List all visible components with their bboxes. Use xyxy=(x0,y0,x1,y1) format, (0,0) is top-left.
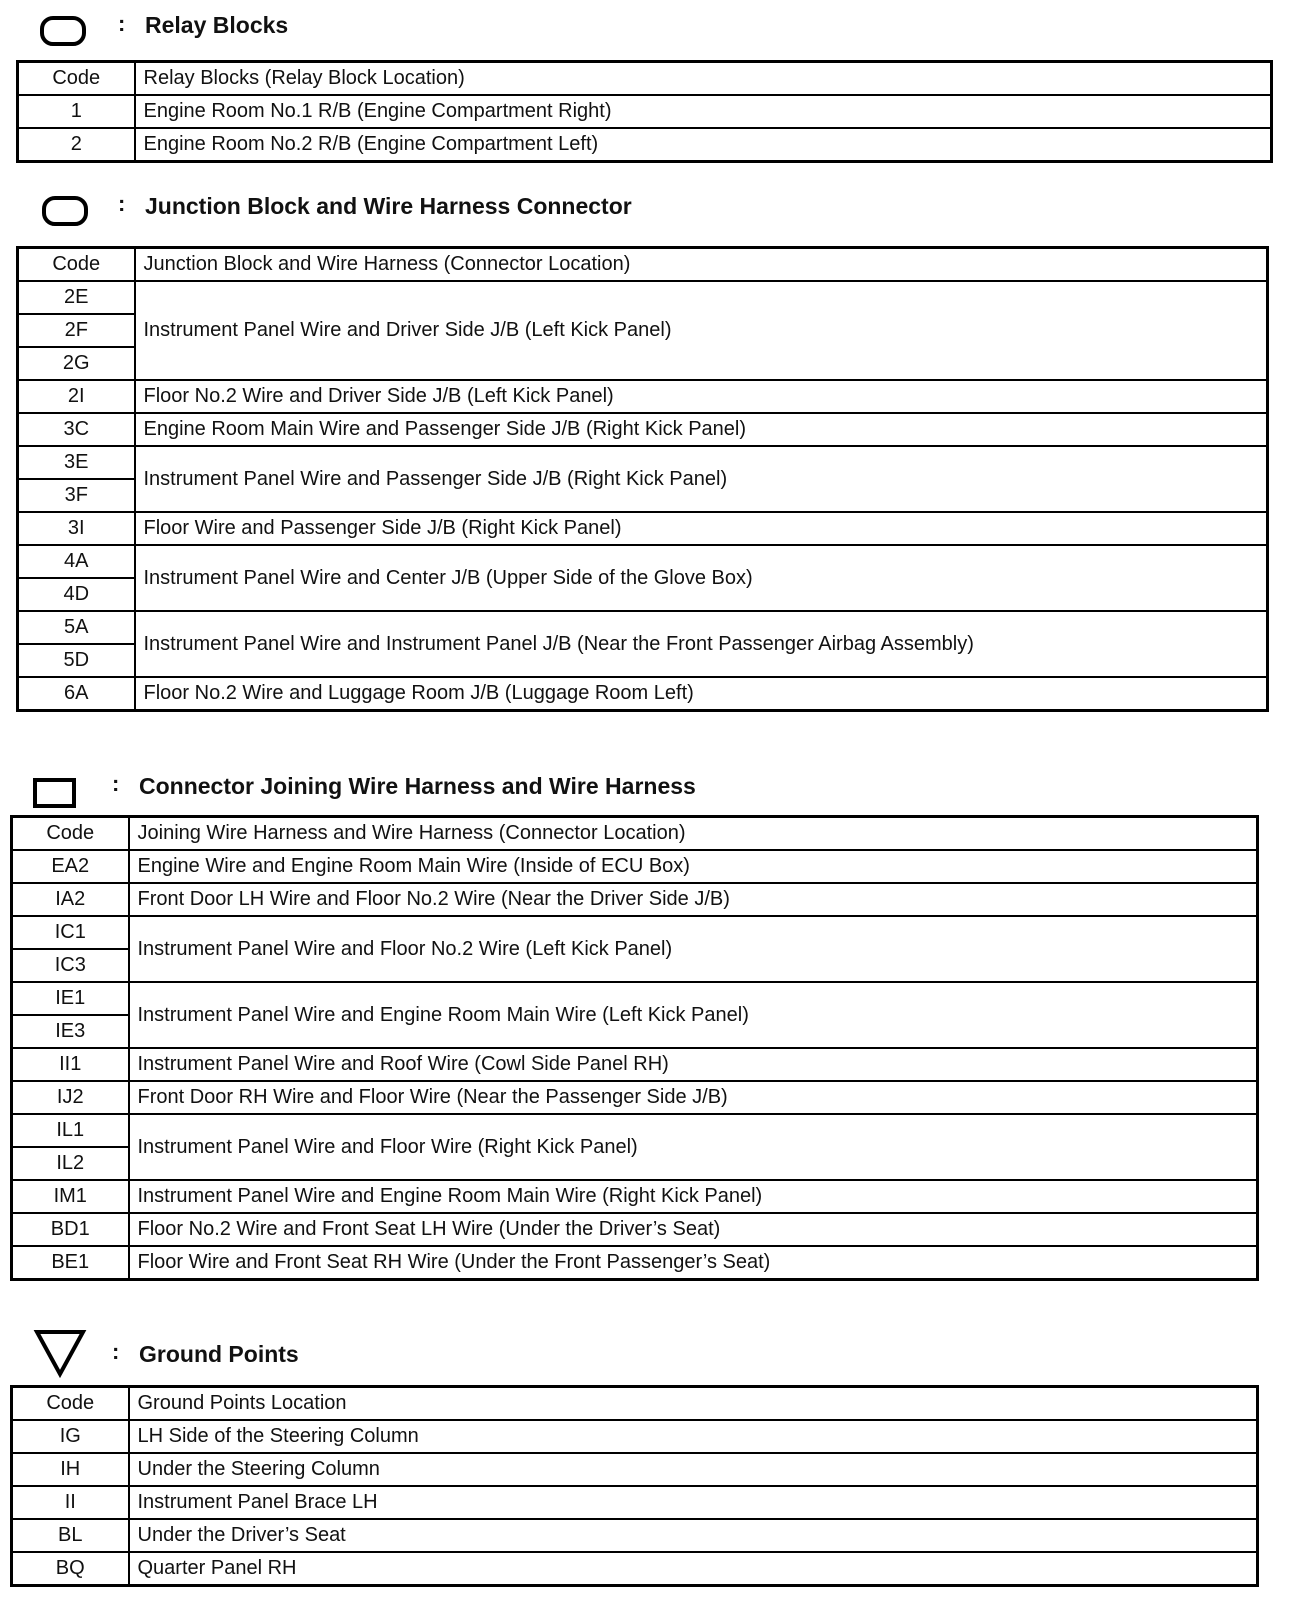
header-code: Code xyxy=(18,62,135,96)
heading-colon: : xyxy=(118,191,126,216)
section-title: Junction Block and Wire Harness Connector xyxy=(145,193,632,219)
code-cell: 2G xyxy=(18,347,135,380)
code-cell: IH xyxy=(12,1453,129,1486)
code-cell: IA2 xyxy=(12,883,129,916)
description-cell: Quarter Panel RH xyxy=(129,1552,1258,1586)
header-description: Ground Points Location xyxy=(129,1387,1258,1421)
description-cell: Instrument Panel Brace LH xyxy=(129,1486,1258,1519)
description-cell: Under the Steering Column xyxy=(129,1453,1258,1486)
description-cell: Instrument Panel Wire and Driver Side J/B (Left Kick Panel) xyxy=(135,281,1268,380)
code-cell: 2 xyxy=(18,128,135,162)
table-header-row xyxy=(18,62,1272,96)
code-cell: IE1 xyxy=(12,982,129,1015)
connector-table xyxy=(10,815,1259,1281)
description-cell: Engine Room No.2 R/B (Engine Compartment Left) xyxy=(135,128,1272,162)
code-cell: 2F xyxy=(18,314,135,347)
rectangle-icon xyxy=(33,778,76,808)
header-description: Relay Blocks (Relay Block Location) xyxy=(135,62,1272,96)
description-cell: Under the Driver’s Seat xyxy=(129,1519,1258,1552)
description-cell: Floor Wire and Front Seat RH Wire (Under the Front Passenger’s Seat) xyxy=(129,1246,1258,1280)
description-cell: Instrument Panel Wire and Passenger Side J/B (Right Kick Panel) xyxy=(135,446,1268,512)
code-cell: 5A xyxy=(18,611,135,644)
description-cell: Instrument Panel Wire and Engine Room Main Wire (Right Kick Panel) xyxy=(129,1180,1258,1213)
down-triangle-icon xyxy=(33,1328,87,1378)
code-cell: IM1 xyxy=(12,1180,129,1213)
table-row xyxy=(12,1081,1258,1114)
code-cell: 1 xyxy=(18,95,135,128)
table-row xyxy=(18,677,1268,711)
code-cell: EA2 xyxy=(12,850,129,883)
table-row xyxy=(12,1246,1258,1280)
code-cell: 3F xyxy=(18,479,135,512)
header-description: Junction Block and Wire Harness (Connector Location) xyxy=(135,248,1268,282)
table-row xyxy=(18,128,1272,162)
code-cell: BE1 xyxy=(12,1246,129,1280)
code-cell: IG xyxy=(12,1420,129,1453)
description-cell: Instrument Panel Wire and Floor Wire (Right Kick Panel) xyxy=(129,1114,1258,1180)
table-row xyxy=(18,380,1268,413)
table-row xyxy=(18,611,1268,644)
table-row xyxy=(12,850,1258,883)
code-cell: BD1 xyxy=(12,1213,129,1246)
description-cell: Engine Wire and Engine Room Main Wire (Inside of ECU Box) xyxy=(129,850,1258,883)
description-cell: Floor Wire and Passenger Side J/B (Right Kick Panel) xyxy=(135,512,1268,545)
junction-block-table xyxy=(16,246,1269,712)
header-code: Code xyxy=(18,248,135,282)
rounded-rectangle-icon xyxy=(42,196,88,226)
table-header-row xyxy=(18,248,1268,282)
table-row xyxy=(12,982,1258,1015)
code-cell: 2E xyxy=(18,281,135,314)
code-cell: BQ xyxy=(12,1552,129,1586)
code-cell: 5D xyxy=(18,644,135,677)
table-row xyxy=(12,1420,1258,1453)
section-title: Connector Joining Wire Harness and Wire Harness xyxy=(139,773,696,799)
table-row xyxy=(18,512,1268,545)
header-code: Code xyxy=(12,817,129,851)
description-cell: Front Door RH Wire and Floor Wire (Near the Passenger Side J/B) xyxy=(129,1081,1258,1114)
table-row xyxy=(12,1486,1258,1519)
connector-heading xyxy=(0,770,800,810)
description-cell: Floor No.2 Wire and Luggage Room J/B (Luggage Room Left) xyxy=(135,677,1268,711)
section-title: Ground Points xyxy=(139,1341,299,1367)
code-cell: IL2 xyxy=(12,1147,129,1180)
relay-blocks-table xyxy=(16,60,1273,163)
code-cell: 3I xyxy=(18,512,135,545)
ground-points-heading xyxy=(0,1328,700,1368)
description-cell: Engine Room No.1 R/B (Engine Compartment Right) xyxy=(135,95,1272,128)
table-row xyxy=(12,1114,1258,1147)
header-description: Joining Wire Harness and Wire Harness (Connector Location) xyxy=(129,817,1258,851)
table-row xyxy=(12,916,1258,949)
header-code: Code xyxy=(12,1387,129,1421)
table-row xyxy=(12,1519,1258,1552)
code-cell: II xyxy=(12,1486,129,1519)
description-cell: LH Side of the Steering Column xyxy=(129,1420,1258,1453)
description-cell: Instrument Panel Wire and Floor No.2 Wire (Left Kick Panel) xyxy=(129,916,1258,982)
code-cell: IJ2 xyxy=(12,1081,129,1114)
code-cell: BL xyxy=(12,1519,129,1552)
code-cell: 3C xyxy=(18,413,135,446)
code-cell: IL1 xyxy=(12,1114,129,1147)
description-cell: Instrument Panel Wire and Roof Wire (Cowl Side Panel RH) xyxy=(129,1048,1258,1081)
rounded-rectangle-icon xyxy=(40,16,86,46)
table-row xyxy=(18,413,1268,446)
description-cell: Engine Room Main Wire and Passenger Side J/B (Right Kick Panel) xyxy=(135,413,1268,446)
table-row xyxy=(18,446,1268,479)
description-cell: Floor No.2 Wire and Front Seat LH Wire (Under the Driver’s Seat) xyxy=(129,1213,1258,1246)
description-cell: Instrument Panel Wire and Instrument Panel J/B (Near the Front Passenger Airbag Assembly) xyxy=(135,611,1268,677)
junction-block-heading xyxy=(0,190,800,230)
table-row xyxy=(12,1213,1258,1246)
table-row xyxy=(12,1180,1258,1213)
code-cell: 2I xyxy=(18,380,135,413)
table-row xyxy=(12,883,1258,916)
table-row xyxy=(18,545,1268,578)
ground-points-table xyxy=(10,1385,1259,1587)
code-cell: 3E xyxy=(18,446,135,479)
code-cell: 4D xyxy=(18,578,135,611)
description-cell: Instrument Panel Wire and Center J/B (Upper Side of the Glove Box) xyxy=(135,545,1268,611)
code-cell: 6A xyxy=(18,677,135,711)
description-cell: Instrument Panel Wire and Engine Room Main Wire (Left Kick Panel) xyxy=(129,982,1258,1048)
code-cell: IC3 xyxy=(12,949,129,982)
relay-blocks-heading xyxy=(0,8,700,48)
table-row xyxy=(12,1552,1258,1586)
code-cell: IC1 xyxy=(12,916,129,949)
table-row xyxy=(18,281,1268,314)
heading-colon: : xyxy=(112,771,120,796)
heading-colon: : xyxy=(118,11,126,36)
table-row xyxy=(12,1048,1258,1081)
heading-colon: : xyxy=(112,1339,120,1364)
description-cell: Floor No.2 Wire and Driver Side J/B (Left Kick Panel) xyxy=(135,380,1268,413)
description-cell: Front Door LH Wire and Floor No.2 Wire (Near the Driver Side J/B) xyxy=(129,883,1258,916)
table-header-row xyxy=(12,817,1258,851)
section-title: Relay Blocks xyxy=(145,12,289,38)
table-row xyxy=(12,1453,1258,1486)
code-cell: 4A xyxy=(18,545,135,578)
table-header-row xyxy=(12,1387,1258,1421)
table-row xyxy=(18,95,1272,128)
code-cell: II1 xyxy=(12,1048,129,1081)
code-cell: IE3 xyxy=(12,1015,129,1048)
